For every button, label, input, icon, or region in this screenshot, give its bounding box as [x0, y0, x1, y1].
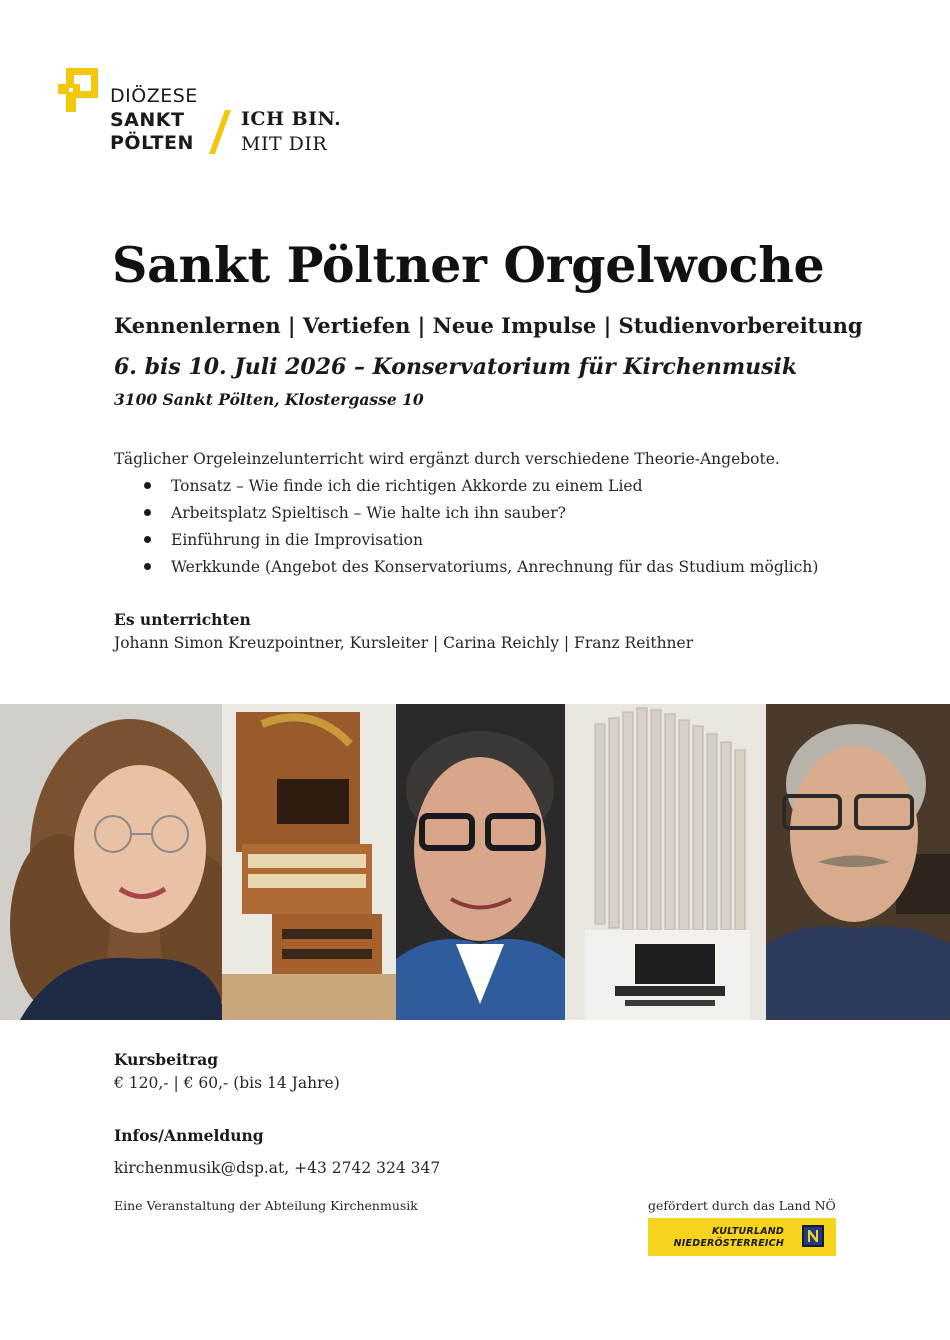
noe-logo-icon [802, 1225, 824, 1247]
woman-portrait-photo [0, 704, 222, 1020]
intro-text: Täglicher Orgeleinzelunterricht wird ergänzt durch verschiedene Theorie-Angebote. [114, 450, 780, 468]
slogan-line-2: MIT DIR [241, 133, 328, 155]
fee-value: € 120,- | € 60,- (bis 14 Jahre) [114, 1074, 340, 1092]
diocese-cross-icon [56, 66, 100, 114]
info-heading: Infos/Anmeldung [114, 1126, 264, 1145]
list-item: Tonsatz – Wie finde ich die richtigen Akkorde zu einem Lied [114, 474, 818, 501]
list-item: Arbeitsplatz Spieltisch – Wie halte ich ihn sauber? [114, 501, 818, 528]
man-grey-hair-portrait-photo [766, 704, 950, 1020]
wooden-organ-photo [222, 704, 396, 1020]
bullet-icon [144, 509, 151, 516]
man-glasses-portrait-photo [396, 704, 565, 1020]
list-item: Einführung in die Improvisation [114, 528, 818, 555]
topic-list [114, 474, 818, 582]
badge-line-1: KULTURLAND [712, 1226, 784, 1237]
teachers-heading: Es unterrichten [114, 610, 251, 629]
organ-pipes-photo [565, 704, 766, 1020]
photo-strip [0, 704, 950, 1020]
contact-info[interactable]: kirchenmusik@dsp.at, +43 2742 324 347 [114, 1159, 441, 1177]
logo-line-poelten: PÖLTEN [110, 132, 194, 154]
event-date-location: 6. bis 10. Juli 2026 – Konservatorium für Kirchenmusik [114, 354, 798, 380]
page-subtitle: Kennenlernen | Vertiefen | Neue Impulse | Studienvorbereitung [114, 313, 863, 338]
slogan-line-1: ICH BIN. [241, 108, 342, 130]
event-address: 3100 Sankt Pölten, Klostergasse 10 [114, 390, 424, 409]
bullet-icon [144, 563, 151, 570]
teachers-names: Johann Simon Kreuzpointner, Kursleiter | Carina Reichly | Franz Reithner [114, 634, 694, 652]
logo-line-sankt: SANKT [110, 109, 185, 131]
organizer-note: Eine Veranstaltung der Abteilung Kirchenmusik [114, 1198, 418, 1213]
fee-heading: Kursbeitrag [114, 1050, 219, 1069]
page-title: Sankt Pöltner Orgelwoche [112, 236, 825, 294]
logo-line-dioezese: DIÖZESE [110, 85, 198, 107]
bullet-icon [144, 536, 151, 543]
kulturland-badge [648, 1218, 836, 1256]
list-item: Werkkunde (Angebot des Konservatoriums, Anrechnung für das Studium möglich) [114, 555, 818, 582]
logo-slash-divider [207, 110, 233, 154]
bullet-icon [144, 482, 151, 489]
sponsor-note: gefördert durch das Land NÖ [648, 1198, 836, 1213]
badge-line-2: NIEDERÖSTERREICH [673, 1238, 784, 1249]
